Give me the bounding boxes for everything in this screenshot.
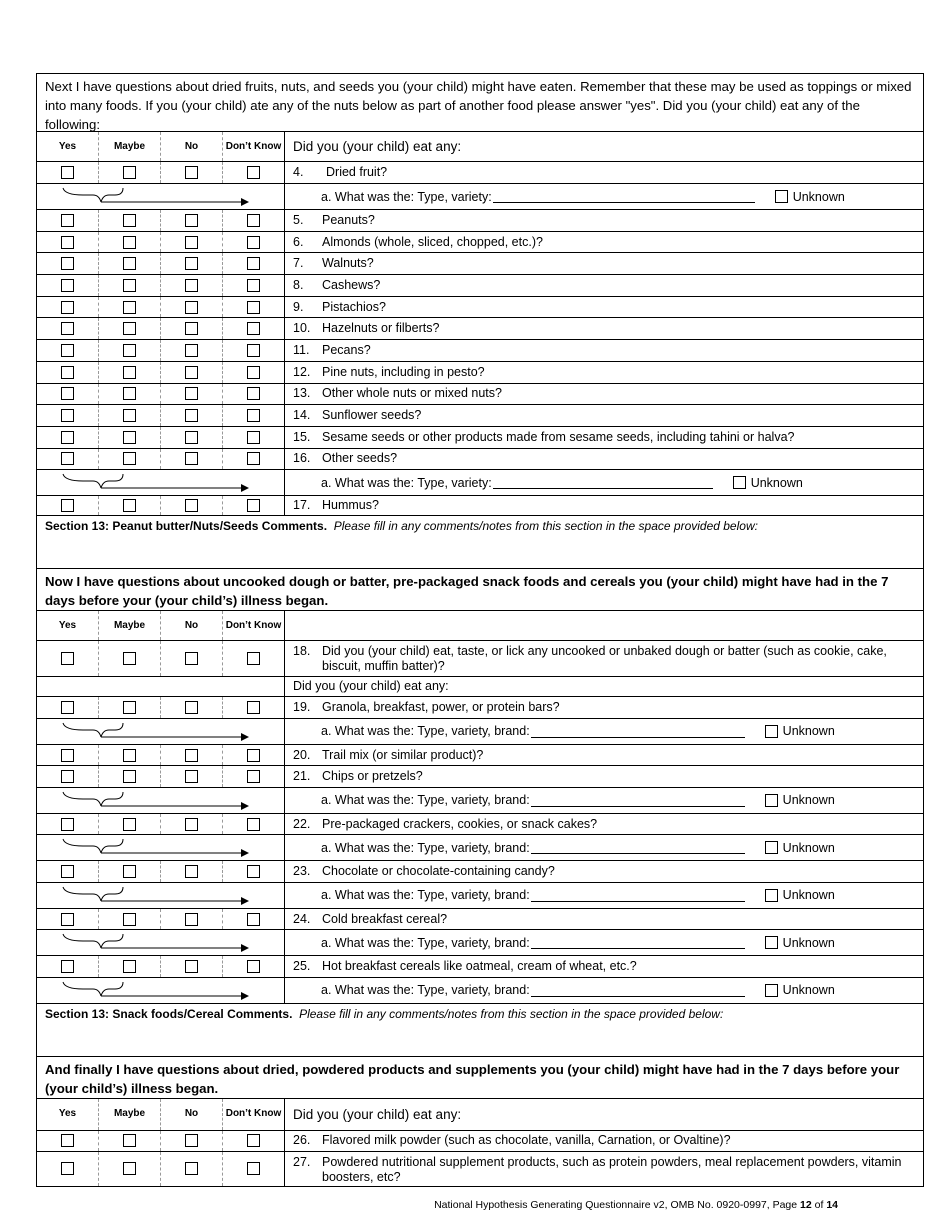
no-checkbox[interactable] [185,409,198,422]
no-checkbox[interactable] [185,344,198,357]
question-number: 27. [293,1154,311,1169]
followup-label: a. What was the: Type, variety, brand: [321,888,530,903]
type-variety-brand-field[interactable] [531,725,745,738]
question-row [37,297,923,319]
maybe-checkbox[interactable] [123,322,136,335]
question-row [37,766,923,788]
type-variety-brand-field[interactable] [531,794,745,807]
header-did-you-eat: Did you (your child) eat any: [293,1106,462,1122]
followup-row [37,835,923,861]
followup-row [37,930,923,956]
dont-know-checkbox[interactable] [247,749,260,762]
question-row [37,745,923,767]
footer-page-total: 14 [826,1199,838,1211]
maybe-checkbox[interactable] [123,409,136,422]
header-did-you-eat: Did you (your child) eat any: [293,139,462,154]
question-text: Pecans? [322,342,371,357]
question-text: Powdered nutritional supplement products, such as protein powders, meal replacement powders, vitamin boosters, etc? [322,1154,902,1184]
no-checkbox[interactable] [185,865,198,878]
dont-know-checkbox[interactable] [247,257,260,270]
maybe-checkbox[interactable] [123,749,136,762]
header-row [37,611,923,641]
question-text: Flavored milk powder (such as chocolate, vanilla, Carnation, or Ovaltine)? [322,1133,731,1148]
question-number: 24. [293,911,311,926]
followup-label: a. What was the: Type, variety: [321,189,492,204]
no-checkbox[interactable] [185,166,198,179]
question-text: Cold breakfast cereal? [322,911,448,926]
unknown-label: Unknown [782,793,835,808]
question-text: Hot breakfast cereals like oatmeal, cream of wheat, etc.? [322,959,637,973]
no-checkbox[interactable] [185,749,198,762]
yes-checkbox[interactable] [61,236,74,249]
question-number: 18. [293,644,311,659]
yes-checkbox[interactable] [61,301,74,314]
unknown-checkbox[interactable] [765,794,778,807]
question-row [37,232,923,254]
dont-know-checkbox[interactable] [247,236,260,249]
dont-know-checkbox[interactable] [247,1162,260,1175]
header-maybe: Maybe [99,1099,161,1130]
no-checkbox[interactable] [185,236,198,249]
question-row [37,449,923,471]
dont-know-checkbox[interactable] [247,499,260,512]
yes-checkbox[interactable] [61,344,74,357]
question-row [37,162,923,184]
followup-label: a. What was the: Type, variety: [321,475,492,490]
question-row [37,496,923,516]
no-checkbox[interactable] [185,913,198,926]
question-number: 26. [293,1133,311,1148]
yes-checkbox[interactable] [61,166,74,179]
dont-know-checkbox[interactable] [247,652,260,665]
no-checkbox[interactable] [185,652,198,665]
no-checkbox[interactable] [185,387,198,400]
comment-instructions: Please fill in any comments/notes from this section in the space provided below: [333,519,758,534]
maybe-checkbox[interactable] [123,166,136,179]
dont-know-checkbox[interactable] [247,166,260,179]
page-footer [434,1199,838,1211]
question-row [37,861,923,883]
unknown-label: Unknown [782,840,835,855]
question-text: Chips or pretzels? [322,769,423,783]
arrow-connector [37,788,285,813]
arrow-connector [37,719,285,744]
question-text: Cashews? [322,277,381,292]
question-number: 22. [293,816,311,831]
section2-intro: Now I have questions about uncooked dough or batter, pre-packaged snack foods and cereals you (your child) might have had in the 7 days before your (your child’s) illness began. [37,569,923,611]
yes-checkbox[interactable] [61,257,74,270]
followup-label: a. What was the: Type, variety, brand: [321,983,530,998]
section1-intro: Next I have questions about dried fruits, nuts, and seeds you (your child) might have eaten. Remember that these may be used as toppings or mixed into many foods. If you (your child) ate any of the nuts below as part of another food please answer "yes". Did you (your child) eat any of the following: [37,74,923,132]
followup-label: a. What was the: Type, variety, brand: [321,793,530,808]
question-text: Hummus? [322,498,379,513]
yes-checkbox[interactable] [61,960,74,973]
yes-checkbox[interactable] [61,701,74,714]
question-row [37,1131,923,1152]
question-text: Sunflower seeds? [322,408,422,423]
followup-label: a. What was the: Type, variety, brand: [321,840,530,855]
dont-know-checkbox[interactable] [247,865,260,878]
yes-checkbox[interactable] [61,387,74,400]
type-variety-brand-field[interactable] [531,889,745,902]
question-number: 15. [293,429,311,444]
dont-know-checkbox[interactable] [247,913,260,926]
unknown-label: Unknown [782,888,835,903]
no-checkbox[interactable] [185,214,198,227]
dont-know-checkbox[interactable] [247,1134,260,1147]
question-text: Pistachios? [322,299,386,314]
maybe-checkbox[interactable] [123,1134,136,1147]
header-dont-know: Don’t Know [223,611,285,640]
yes-checkbox[interactable] [61,499,74,512]
yes-checkbox[interactable] [61,770,74,783]
question-number: 21. [293,769,311,783]
dont-know-checkbox[interactable] [247,322,260,335]
header-no: No [161,1099,223,1130]
header-yes: Yes [37,611,99,640]
no-checkbox[interactable] [185,818,198,831]
question-row [37,697,923,719]
arrow-connector [37,930,285,955]
arrow-connector [37,835,285,860]
yes-checkbox[interactable] [61,652,74,665]
yes-checkbox[interactable] [61,452,74,465]
yes-checkbox[interactable] [61,749,74,762]
section1-comments[interactable] [37,516,923,569]
maybe-checkbox[interactable] [123,960,136,973]
dont-know-checkbox[interactable] [247,344,260,357]
unknown-label: Unknown [750,475,803,490]
yes-checkbox[interactable] [61,913,74,926]
maybe-checkbox[interactable] [123,818,136,831]
yes-checkbox[interactable] [61,818,74,831]
unknown-checkbox[interactable] [765,841,778,854]
did-you-eat-label: Did you (your child) eat any: [293,679,449,694]
maybe-checkbox[interactable] [123,913,136,926]
question-number: 17. [293,498,311,513]
no-checkbox[interactable] [185,431,198,444]
question-text: Walnuts? [322,256,374,271]
question-row [37,1152,923,1187]
no-checkbox[interactable] [185,257,198,270]
question-number: 13. [293,386,311,401]
yes-checkbox[interactable] [61,431,74,444]
question-text: Granola, breakfast, power, or protein bars? [322,700,560,714]
type-variety-brand-field[interactable] [531,984,745,997]
maybe-checkbox[interactable] [123,770,136,783]
footer-page-number: 12 [800,1199,812,1211]
question-text: Chocolate or chocolate-containing candy? [322,864,555,878]
question-text: Dried fruit? [326,165,388,179]
header-maybe: Maybe [99,611,161,640]
question-row [37,362,923,384]
no-checkbox[interactable] [185,770,198,783]
header-no: No [161,611,223,640]
question-number: 11. [293,342,310,357]
header-no: No [161,132,223,161]
question-number: 25. [293,959,311,973]
dont-know-checkbox[interactable] [247,960,260,973]
dont-know-checkbox[interactable] [247,701,260,714]
question-text: Hazelnuts or filberts? [322,321,440,336]
question-text: Pre-packaged crackers, cookies, or snack cakes? [322,816,598,831]
yes-checkbox[interactable] [61,1134,74,1147]
question-number: 23. [293,864,311,878]
question-number: 10. [293,321,311,336]
dont-know-checkbox[interactable] [247,452,260,465]
question-text: Pine nuts, including in pesto? [322,364,485,379]
question-number: 4. [293,165,304,179]
maybe-checkbox[interactable] [123,344,136,357]
question-number: 9. [293,299,304,314]
yes-checkbox[interactable] [61,409,74,422]
yes-checkbox[interactable] [61,279,74,292]
yes-checkbox[interactable] [61,322,74,335]
question-text: Did you (your child) eat, taste, or lick any uncooked or unbaked dough or batter (such as cookie, cake, biscuit, muffin batter)? [322,644,887,674]
followup-row [37,788,923,814]
dont-know-checkbox[interactable] [247,366,260,379]
question-number: 20. [293,747,311,762]
maybe-checkbox[interactable] [123,499,136,512]
yes-checkbox[interactable] [61,214,74,227]
maybe-checkbox[interactable] [123,366,136,379]
question-text: Almonds (whole, sliced, chopped, etc.)? [322,234,543,249]
maybe-checkbox[interactable] [123,387,136,400]
dont-know-checkbox[interactable] [247,409,260,422]
question-number: 16. [293,451,311,466]
no-checkbox[interactable] [185,701,198,714]
no-checkbox[interactable] [185,322,198,335]
header-row [37,132,923,162]
maybe-checkbox[interactable] [123,301,136,314]
maybe-checkbox[interactable] [123,257,136,270]
question-number: 7. [293,256,304,271]
header-row [37,1099,923,1131]
no-checkbox[interactable] [185,960,198,973]
question-text: Sesame seeds or other products made from sesame seeds, including tahini or halva? [322,429,795,444]
no-checkbox[interactable] [185,452,198,465]
yes-checkbox[interactable] [61,865,74,878]
question-number: 6. [293,234,304,249]
comment-title: Section 13: Snack foods/Cereal Comments. [45,1006,293,1021]
question-text: Other whole nuts or mixed nuts? [322,386,502,401]
unknown-checkbox[interactable] [775,190,788,203]
did-you-eat-row [37,677,923,697]
type-variety-brand-field[interactable] [531,841,745,854]
maybe-checkbox[interactable] [123,431,136,444]
arrow-connector [37,184,285,209]
question-row [37,405,923,427]
question-row [37,427,923,449]
no-checkbox[interactable] [185,1134,198,1147]
followup-label: a. What was the: Type, variety, brand: [321,935,530,950]
question-row [37,814,923,836]
yes-checkbox[interactable] [61,366,74,379]
dont-know-checkbox[interactable] [247,770,260,783]
question-number: 8. [293,277,304,292]
question-row [37,909,923,931]
arrow-connector [37,978,285,1003]
no-checkbox[interactable] [185,499,198,512]
question-row [37,340,923,362]
question-row [37,253,923,275]
question-row [37,318,923,340]
header-yes: Yes [37,1099,99,1130]
maybe-checkbox[interactable] [123,279,136,292]
dont-know-checkbox[interactable] [247,214,260,227]
question-text: Trail mix (or similar product)? [322,747,484,762]
section3-intro: And finally I have questions about dried, powdered products and supplements you (your child) might have had in the 7 days before your (your child’s) illness began. [37,1057,923,1099]
arrow-connector [37,883,285,908]
followup-row [37,978,923,1004]
followup-row [37,470,923,496]
comment-instructions: Please fill in any comments/notes from this section in the space provided below: [299,1006,724,1021]
unknown-label: Unknown [782,983,835,998]
header-dont-know: Don’t Know [223,1099,285,1130]
maybe-checkbox[interactable] [123,236,136,249]
no-checkbox[interactable] [185,279,198,292]
dont-know-checkbox[interactable] [247,431,260,444]
maybe-checkbox[interactable] [123,652,136,665]
no-checkbox[interactable] [185,1162,198,1175]
footer-of: of [811,1199,827,1211]
question-row [37,210,923,232]
question-row [37,956,923,978]
maybe-checkbox[interactable] [123,452,136,465]
dont-know-checkbox[interactable] [247,387,260,400]
unknown-checkbox[interactable] [765,889,778,902]
footer-text: National Hypothesis Generating Questionnaire v2, OMB No. 0920-0997, Page [434,1199,801,1211]
no-checkbox[interactable] [185,301,198,314]
unknown-label: Unknown [782,724,835,739]
question-number: 5. [293,212,304,227]
question-number: 14. [293,408,311,423]
comment-title: Section 13: Peanut butter/Nuts/Seeds Comments. [45,519,328,534]
dont-know-checkbox[interactable] [247,818,260,831]
unknown-checkbox[interactable] [733,476,746,489]
unknown-checkbox[interactable] [765,936,778,949]
no-checkbox[interactable] [185,366,198,379]
yes-checkbox[interactable] [61,1162,74,1175]
question-text: Other seeds? [322,451,398,466]
question-text: Peanuts? [322,212,375,227]
question-number: 19. [293,700,311,714]
question-row [37,384,923,406]
question-row [37,275,923,297]
section2-comments[interactable] [37,1004,923,1057]
unknown-label: Unknown [792,189,845,204]
questionnaire-table [36,73,924,1187]
header-maybe: Maybe [99,132,161,161]
unknown-checkbox[interactable] [765,984,778,997]
type-variety-field[interactable] [493,190,755,203]
question-number: 12. [293,364,311,379]
question-row [37,641,923,677]
maybe-checkbox[interactable] [123,865,136,878]
followup-row [37,184,923,210]
unknown-label: Unknown [782,935,835,950]
type-variety-brand-field[interactable] [531,936,745,949]
maybe-checkbox[interactable] [123,701,136,714]
maybe-checkbox[interactable] [123,1162,136,1175]
arrow-connector [37,470,285,495]
header-yes: Yes [37,132,99,161]
followup-row [37,719,923,745]
dont-know-checkbox[interactable] [247,279,260,292]
followup-row [37,883,923,909]
type-variety-field[interactable] [493,476,713,489]
header-dont-know: Don’t Know [223,132,285,161]
followup-label: a. What was the: Type, variety, brand: [321,724,530,739]
unknown-checkbox[interactable] [765,725,778,738]
maybe-checkbox[interactable] [123,214,136,227]
dont-know-checkbox[interactable] [247,301,260,314]
